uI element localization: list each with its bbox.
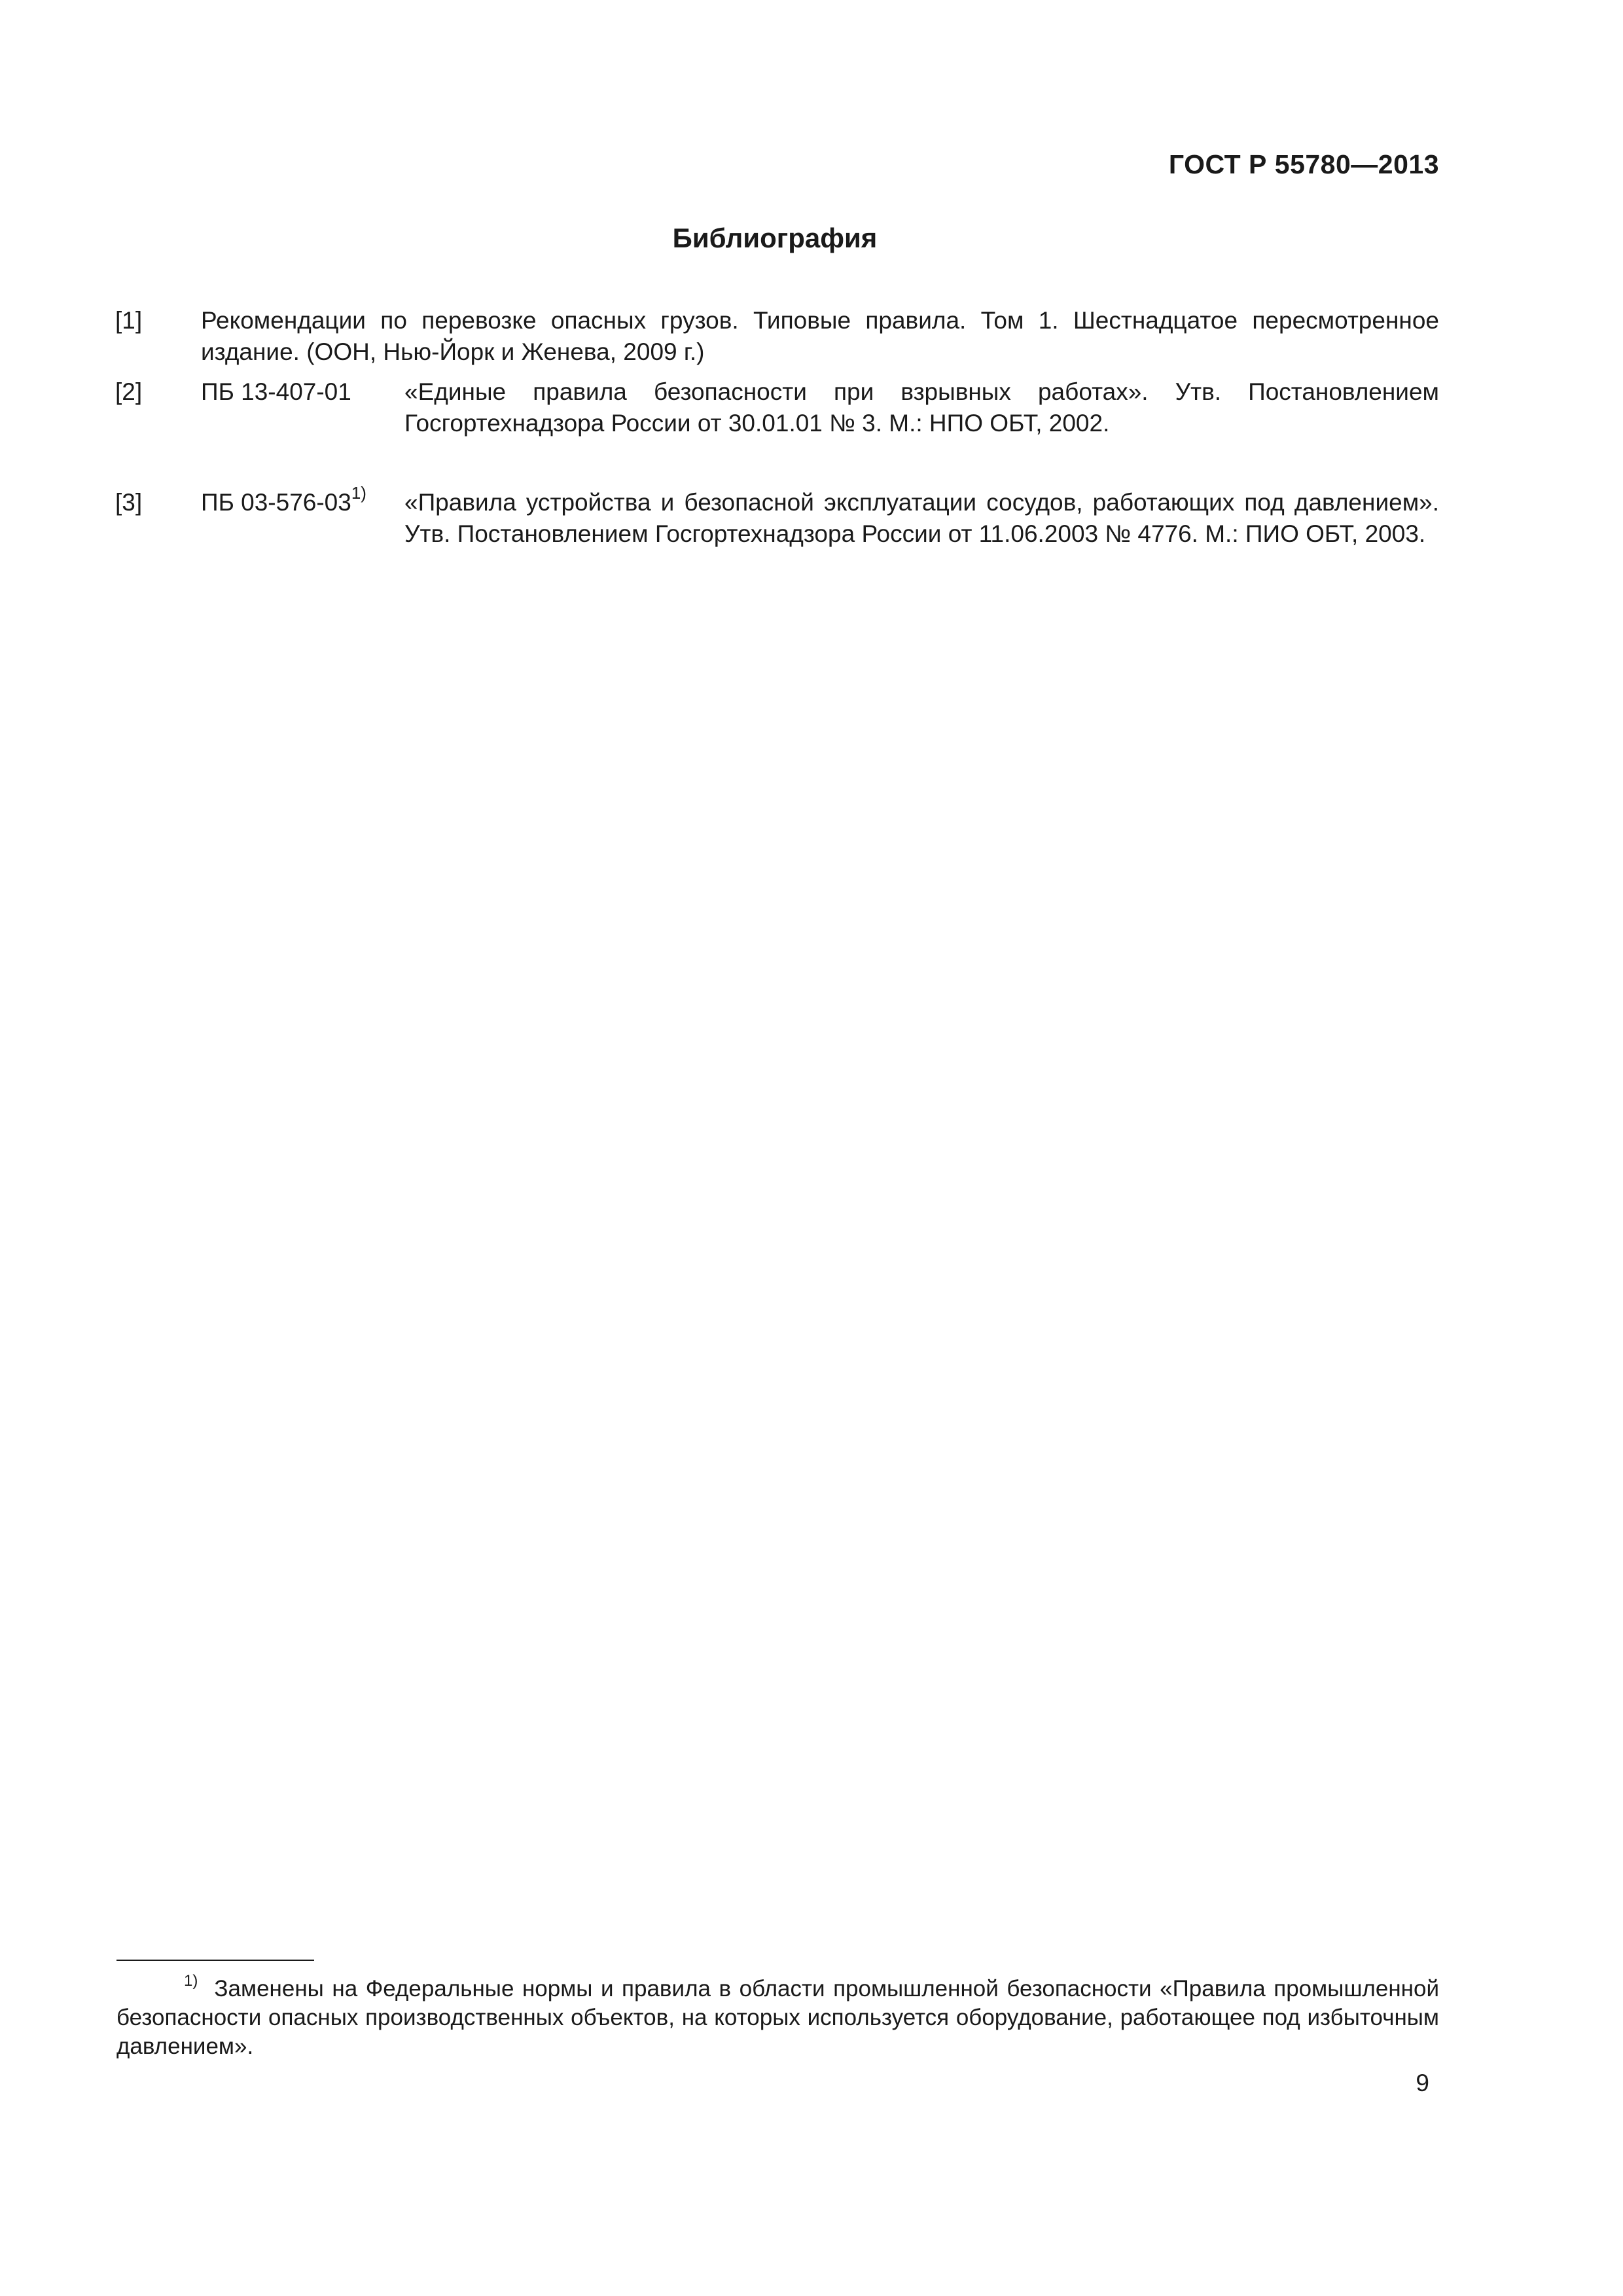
bibliography-text: «Единые правила безопасности при взрывных работах». Утв. Постановлением Госгортехнадзора России от 30.01.01 № 3. М.: НПО ОБТ, 2002. [404, 378, 1439, 437]
page-number: 9 [1416, 2070, 1429, 2096]
bibliography-entry-1 [115, 305, 1439, 368]
footnote [116, 1972, 1439, 2061]
footnote-divider [116, 1960, 314, 1961]
bibliography-text: «Правила устройства и безопасной эксплуатации сосудов, работающих под давлением». Утв. Постановлением Госгортехнадзора России от 11.06.2003 № 4776. М.: ПИО ОБТ, 2003. [404, 489, 1439, 547]
footnote-marker: 1) [184, 1972, 198, 1990]
footnote-text: Заменены на Федеральные нормы и правила в области промышленной безопасности «Правила промышленной безопасности опасных производственных объектов, на которых используется оборудование, работающее под избыточным давлением». [116, 1976, 1439, 2059]
bibliography-code [201, 483, 366, 518]
bibliography-number: [1] [115, 307, 143, 334]
bibliography-code-text: ПБ 03-576-03 [201, 489, 351, 516]
bibliography-number: [2] [115, 378, 143, 405]
bibliography-entry-3 [115, 483, 1439, 550]
document-code: ГОСТ Р 55780—2013 [1168, 149, 1439, 179]
bibliography-code: ПБ 13-407-01 [201, 378, 351, 405]
bibliography-text: Рекомендации по перевозке опасных грузов. Типовые правила. Том 1. Шестнадцатое пересмотренное издание. (ООН, Нью-Йорк и Женева, 2009 г.) [201, 307, 1439, 365]
footnote-ref-marker: 1) [351, 483, 366, 503]
bibliography-entry-2 [115, 376, 1439, 439]
bibliography-number: [3] [115, 489, 143, 516]
section-title: Библиография [672, 223, 878, 253]
